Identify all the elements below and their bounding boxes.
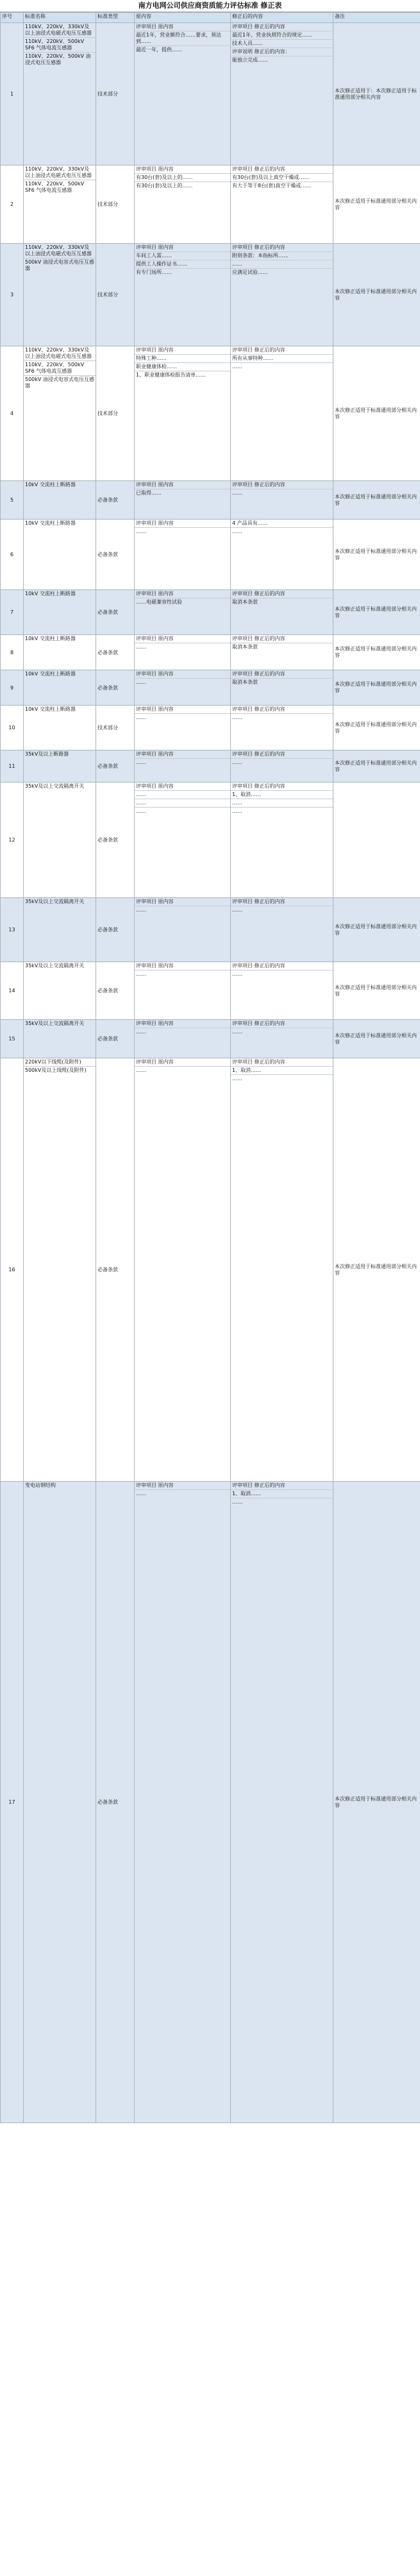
original-content-item: 评审项目 原内容 bbox=[135, 898, 230, 906]
modified-content-item: 最近1年，营业执照符合的规定…… bbox=[231, 31, 333, 40]
standard-name: 35kV及以上断路器 bbox=[25, 751, 69, 757]
original-content bbox=[135, 1482, 231, 2123]
original-content-item: …… bbox=[136, 644, 146, 650]
modified-content-item: …… bbox=[232, 715, 242, 720]
row-standard bbox=[24, 750, 96, 783]
modified-content bbox=[231, 635, 333, 670]
standard-name: 500kV 油浸式电容式电压互感器 bbox=[25, 377, 94, 389]
row-type: 必备条款 bbox=[96, 670, 135, 706]
row-note: 本次修正适用于标准通用部分相关内容 bbox=[333, 1058, 420, 1482]
row-seq: 16 bbox=[1, 1058, 24, 1482]
table-row bbox=[1, 165, 420, 244]
table-row bbox=[1, 962, 420, 1020]
original-content bbox=[135, 590, 231, 635]
standard-name: 10kV 交流柱上断路器 bbox=[25, 520, 76, 526]
modified-content-item: …… bbox=[232, 364, 242, 369]
original-content-item: 车间工人需…… bbox=[135, 252, 230, 260]
header-note: 备注 bbox=[333, 13, 420, 23]
modified-content bbox=[231, 670, 333, 706]
standard-name: 10kV 交流柱上断路器 bbox=[25, 482, 76, 487]
modified-content-item: 评审项目 修正后的内容 bbox=[231, 23, 333, 31]
original-content-item: 评审项目 原内容 bbox=[135, 244, 230, 252]
modified-content bbox=[231, 706, 333, 750]
table-row bbox=[1, 898, 420, 962]
original-content-item: ……电磁兼容性试验 bbox=[136, 599, 182, 605]
row-type: 必备条款 bbox=[96, 1020, 135, 1058]
header-seq: 序号 bbox=[1, 13, 24, 23]
page-title: 南方电网公司供应商资质能力评估标准 修正表 bbox=[0, 0, 420, 12]
row-type: 必备条款 bbox=[96, 590, 135, 635]
original-content-item: …… bbox=[136, 715, 146, 720]
header-original: 原内容 bbox=[135, 13, 231, 23]
modified-content-item: …… bbox=[232, 1029, 242, 1035]
modified-content-item: 评审项目 修正后的内容 bbox=[231, 244, 333, 252]
row-type: 技术部分 bbox=[96, 706, 135, 750]
row-type: 必备条款 bbox=[96, 1058, 135, 1482]
original-content-item: 职业健康体检…… bbox=[135, 363, 230, 371]
standard-name: 10kV 交流柱上断路器 bbox=[25, 706, 76, 712]
standard-name: 110kV、220kV、330kV及以上油浸式电磁式电压互感器 bbox=[24, 346, 96, 361]
standard-name: 10kV 交流柱上断路器 bbox=[25, 636, 76, 641]
modified-content-item: 评审项目 修正后的内容 bbox=[231, 1058, 333, 1067]
table-row bbox=[1, 590, 420, 635]
original-content-item: 已取得…… bbox=[136, 490, 162, 496]
header-standard: 标准名称 bbox=[24, 13, 96, 23]
row-seq: 5 bbox=[1, 481, 24, 520]
modified-content-item: …… bbox=[232, 759, 242, 765]
original-content bbox=[135, 23, 231, 165]
modified-content-item: 评审说明 修正后的内容： bbox=[231, 48, 333, 56]
original-content bbox=[135, 346, 231, 481]
modified-content bbox=[231, 590, 333, 635]
row-standard bbox=[24, 635, 96, 670]
modified-content-item: 评审项目 修正后的内容 bbox=[231, 481, 333, 489]
original-content-item: 有专门场所…… bbox=[136, 269, 172, 275]
standard-name: 35kV及以上交流隔离开关 bbox=[25, 1021, 85, 1026]
table-header-row bbox=[1, 13, 420, 23]
original-content bbox=[135, 706, 231, 750]
modified-content-item: …… bbox=[232, 529, 242, 534]
modified-content bbox=[231, 962, 333, 1020]
modified-content-item: 取消本条款 bbox=[232, 644, 258, 650]
modified-content-item: …… bbox=[232, 1499, 242, 1505]
original-content-item: …… bbox=[136, 907, 146, 913]
table-row bbox=[1, 635, 420, 670]
modified-content-item: 1、取消…… bbox=[231, 1490, 333, 1498]
row-note: 本次修正适用于标准通用部分相关内容 bbox=[333, 898, 420, 962]
modified-content bbox=[231, 481, 333, 520]
row-seq: 11 bbox=[1, 750, 24, 783]
row-type: 技术部分 bbox=[96, 244, 135, 346]
row-seq: 9 bbox=[1, 670, 24, 706]
original-content-item: …… bbox=[136, 1029, 146, 1035]
original-content-item: …… bbox=[136, 808, 146, 814]
modified-content-item: …… bbox=[232, 808, 242, 814]
original-content-item: …… bbox=[136, 1067, 146, 1073]
table-row bbox=[1, 244, 420, 346]
modified-content bbox=[231, 346, 333, 481]
row-note: 本次修正适用于标准通用部分相关内容 bbox=[333, 1020, 420, 1058]
row-standard bbox=[24, 244, 96, 346]
row-type: 必备条款 bbox=[96, 520, 135, 590]
original-content-item: 评审项目 原内容 bbox=[135, 165, 230, 174]
table-row bbox=[1, 750, 420, 783]
original-content-item: 评审项目 原内容 bbox=[135, 1482, 230, 1490]
original-content bbox=[135, 670, 231, 706]
original-content bbox=[135, 1058, 231, 1482]
row-note bbox=[333, 783, 420, 898]
standard-name: 10kV 交流柱上断路器 bbox=[25, 671, 76, 677]
row-standard bbox=[24, 962, 96, 1020]
standard-name: 110kV、220kV、330kV及以上油浸式电磁式电压互感器 bbox=[24, 165, 96, 180]
row-standard bbox=[24, 481, 96, 520]
row-seq: 12 bbox=[1, 783, 24, 898]
header-modified: 修正后的内容 bbox=[231, 13, 333, 23]
row-seq: 3 bbox=[1, 244, 24, 346]
original-content-item: 1、职业健康体检报告清单…… bbox=[136, 372, 206, 378]
row-note: 本次修正适用于：本次修正适用于标准通用部分相关内容 bbox=[333, 23, 420, 165]
row-standard bbox=[24, 590, 96, 635]
row-note: 本次修正适用于标准通用部分相关内容 bbox=[333, 590, 420, 635]
row-note: 本次修正适用于标准通用部分相关内容 bbox=[333, 670, 420, 706]
row-seq: 2 bbox=[1, 165, 24, 244]
table-row bbox=[1, 706, 420, 750]
original-content-item: 评审项目 原内容 bbox=[135, 670, 230, 679]
table-row bbox=[1, 1482, 420, 2123]
original-content bbox=[135, 481, 231, 520]
modified-content bbox=[231, 783, 333, 898]
modified-content bbox=[231, 244, 333, 346]
original-content bbox=[135, 1020, 231, 1058]
row-standard bbox=[24, 1482, 96, 2123]
modified-content-item: 1、取消…… bbox=[231, 1067, 333, 1075]
row-type: 必备条款 bbox=[96, 750, 135, 783]
modified-content-item: 应满足试验…… bbox=[232, 269, 268, 275]
row-seq: 13 bbox=[1, 898, 24, 962]
original-content-item: 评审项目 原内容 bbox=[135, 481, 230, 489]
row-standard bbox=[24, 898, 96, 962]
original-content-item: …… bbox=[136, 679, 146, 685]
row-note: 本次修正适用于标准通用部分相关内容 bbox=[333, 165, 420, 244]
modified-content-item: 评审项目 修正后的内容 bbox=[231, 783, 333, 791]
modified-content-item: …… bbox=[232, 490, 242, 496]
modified-content bbox=[231, 750, 333, 783]
modified-content bbox=[231, 1058, 333, 1482]
original-content-item: 评审项目 原内容 bbox=[135, 750, 230, 759]
modified-content-item: 有30台(套)及以上真空干燥或…… bbox=[231, 174, 333, 182]
modified-content-item: 4 产品具有…… bbox=[231, 520, 333, 528]
modified-content-item: 评审项目 修正后的内容 bbox=[231, 590, 333, 598]
row-seq: 10 bbox=[1, 706, 24, 750]
original-content bbox=[135, 898, 231, 962]
modified-content bbox=[231, 23, 333, 165]
original-content bbox=[135, 520, 231, 590]
original-content-item: …… bbox=[135, 791, 230, 799]
row-type: 技术部分 bbox=[96, 346, 135, 481]
standard-name: 变电站钢结构 bbox=[25, 1482, 56, 1488]
modified-content bbox=[231, 520, 333, 590]
original-content bbox=[135, 244, 231, 346]
row-standard bbox=[24, 670, 96, 706]
standard-name: 110kV、220kV、330kV及以上油浸式电磁式电压互感器 bbox=[24, 244, 96, 258]
standard-name: 500kV 油浸式电容式电压互感器 bbox=[25, 259, 94, 271]
standard-name: 110kV、220kV、500kV SF6 气体电流互感器 bbox=[24, 361, 96, 376]
modified-content-item: 所有从事特种…… bbox=[231, 355, 333, 363]
row-seq: 17 bbox=[1, 1482, 24, 2123]
original-content-item: …… bbox=[136, 971, 146, 977]
modified-content-item: 技术人员…… bbox=[231, 40, 333, 48]
modified-content-item: 评审项目 修正后的内容 bbox=[231, 706, 333, 714]
modified-content-item: 评审项目 修正后的内容 bbox=[231, 1482, 333, 1490]
row-note: 本次修正适用于标准通用部分相关内容 bbox=[333, 481, 420, 520]
row-seq: 1 bbox=[1, 23, 24, 165]
table-body bbox=[1, 23, 420, 2123]
modified-content-item: …… bbox=[232, 907, 242, 913]
original-content-item: 评审项目 原内容 bbox=[135, 706, 230, 714]
standard-name: 110kV、220kV、500kV SF6 气体电流互感器 bbox=[25, 181, 85, 193]
original-content-item: …… bbox=[136, 1491, 146, 1496]
original-content-item: 评审项目 原内容 bbox=[135, 1058, 230, 1067]
table-row bbox=[1, 23, 420, 165]
row-note: 本次修正适用于标准通用部分相关内容 bbox=[333, 346, 420, 481]
row-type: 必备条款 bbox=[96, 635, 135, 670]
row-standard bbox=[24, 1058, 96, 1482]
row-standard bbox=[24, 520, 96, 590]
modified-content bbox=[231, 165, 333, 244]
row-seq: 14 bbox=[1, 962, 24, 1020]
original-content-item: 评审项目 原内容 bbox=[135, 962, 230, 970]
row-type: 技术部分 bbox=[96, 23, 135, 165]
modified-content-item: 评审项目 修正后的内容 bbox=[231, 635, 333, 643]
modified-content-item: 评审项目 修正后的内容 bbox=[231, 962, 333, 970]
row-type: 技术部分 bbox=[96, 165, 135, 244]
modified-content-item: …… bbox=[232, 971, 242, 977]
original-content-item: 评审项目 原内容 bbox=[135, 346, 230, 355]
table-row bbox=[1, 1058, 420, 1482]
modified-content-item: 能独立完成…… bbox=[232, 57, 268, 63]
row-note: 本次修正适用于标准通用部分相关内容 bbox=[333, 706, 420, 750]
standard-name: 500kV及以上线缆(及附件) bbox=[25, 1067, 87, 1073]
original-content-item: 评审项目 原内容 bbox=[135, 520, 230, 528]
row-type: 必备条款 bbox=[96, 962, 135, 1020]
original-content-item: …… bbox=[136, 759, 146, 765]
original-content-item: 评审项目 原内容 bbox=[135, 590, 230, 598]
original-content-item: 提供工人操作证书…… bbox=[135, 260, 230, 269]
modified-content-item: …… bbox=[231, 799, 333, 808]
modified-content-item: 评审项目 修正后的内容 bbox=[231, 346, 333, 355]
row-note: 本次修正适用于标准通用部分相关内容 bbox=[333, 520, 420, 590]
table-row bbox=[1, 783, 420, 898]
original-content bbox=[135, 750, 231, 783]
row-seq: 8 bbox=[1, 635, 24, 670]
modified-content-item: 评审项目 修正后的内容 bbox=[231, 670, 333, 679]
standard-name: 220kV以下线缆(及附件) bbox=[24, 1058, 96, 1067]
original-content bbox=[135, 962, 231, 1020]
modified-content-item: 评审项目 修正后的内容 bbox=[231, 750, 333, 759]
standard-name: 110kV、220kV、330kV及以上油浸式电磁式电压互感器 bbox=[24, 23, 96, 38]
modified-content-item: …… bbox=[232, 1076, 242, 1081]
row-standard bbox=[24, 706, 96, 750]
modified-content bbox=[231, 898, 333, 962]
row-note: 本次修正适用于标准通用部分相关内容 bbox=[333, 750, 420, 783]
original-content-item: 评审项目 原内容 bbox=[135, 635, 230, 643]
standard-name: 110kV、220kV、500kV SF6 气体电流互感器 bbox=[24, 38, 96, 53]
modified-content-item: 取消本条款 bbox=[232, 679, 258, 685]
modified-content-item: 评审项目 修正后的内容 bbox=[231, 1020, 333, 1028]
modified-content-item: 1、取消…… bbox=[231, 791, 333, 799]
original-content bbox=[135, 783, 231, 898]
original-content-item: 评审项目 原内容 bbox=[135, 1020, 230, 1028]
modified-content-item: 附则条款：本指标所…… bbox=[231, 252, 333, 260]
original-content-item: 评审项目 原内容 bbox=[135, 23, 230, 31]
modified-content-item: 评审项目 修正后的内容 bbox=[231, 898, 333, 906]
row-type: 必备条款 bbox=[96, 783, 135, 898]
original-content-item: 特殊工种…… bbox=[135, 355, 230, 363]
row-note: 本次修正适用于标准通用部分相关内容 bbox=[333, 962, 420, 1020]
original-content-item: 有30台(套)及以上的…… bbox=[136, 183, 193, 189]
standard-name: 10kV 交流柱上断路器 bbox=[25, 591, 76, 597]
modified-content bbox=[231, 1020, 333, 1058]
modified-content-item: 取消本条款 bbox=[232, 599, 258, 605]
modified-content bbox=[231, 1482, 333, 2123]
row-note: 本次修正适用于标准通用部分相关内容 bbox=[333, 635, 420, 670]
row-standard bbox=[24, 1020, 96, 1058]
row-seq: 4 bbox=[1, 346, 24, 481]
table-row bbox=[1, 670, 420, 706]
modified-content-item: 评审项目 修正后的内容 bbox=[231, 165, 333, 174]
table-row bbox=[1, 346, 420, 481]
original-content-item: 评审项目 原内容 bbox=[135, 783, 230, 791]
original-content-item: …… bbox=[136, 529, 146, 534]
row-type: 必备条款 bbox=[96, 481, 135, 520]
standard-name: 110kV、220kV、500kV 油浸式电压互感器 bbox=[25, 53, 91, 65]
row-seq: 15 bbox=[1, 1020, 24, 1058]
table-row bbox=[1, 520, 420, 590]
row-standard bbox=[24, 165, 96, 244]
revision-table bbox=[0, 12, 420, 2123]
table-row bbox=[1, 481, 420, 520]
row-standard bbox=[24, 23, 96, 165]
header-type: 标准类型 bbox=[96, 13, 135, 23]
row-note: 本次修正适用于标准通用部分相关内容 bbox=[333, 244, 420, 346]
row-seq: 7 bbox=[1, 590, 24, 635]
original-content bbox=[135, 165, 231, 244]
original-content-item: …… bbox=[135, 799, 230, 808]
original-content-item: 最近1年，营业额符合……要求，须达到…… bbox=[135, 31, 230, 46]
standard-name: 35kV及以上交流隔离开关 bbox=[25, 963, 85, 969]
row-type: 必备条款 bbox=[96, 898, 135, 962]
row-seq: 6 bbox=[1, 520, 24, 590]
table-row bbox=[1, 1020, 420, 1058]
original-content-item: 有30台(套)及以上的…… bbox=[135, 174, 230, 182]
original-content bbox=[135, 635, 231, 670]
modified-content-item: 有大于等于8台(套)真空干燥或…… bbox=[232, 183, 312, 189]
row-type: 必备条款 bbox=[96, 1482, 135, 2123]
original-content-item: 最近一年，提供…… bbox=[136, 47, 182, 53]
modified-content-item: …… bbox=[231, 260, 333, 269]
row-standard bbox=[24, 346, 96, 481]
standard-name: 35kV及以上交流隔离开关 bbox=[25, 899, 85, 904]
row-note: 本次修正适用于标准通用部分相关内容 bbox=[333, 1482, 420, 2123]
standard-name: 35kV及以上交流隔离开关 bbox=[25, 783, 85, 789]
row-standard bbox=[24, 783, 96, 898]
